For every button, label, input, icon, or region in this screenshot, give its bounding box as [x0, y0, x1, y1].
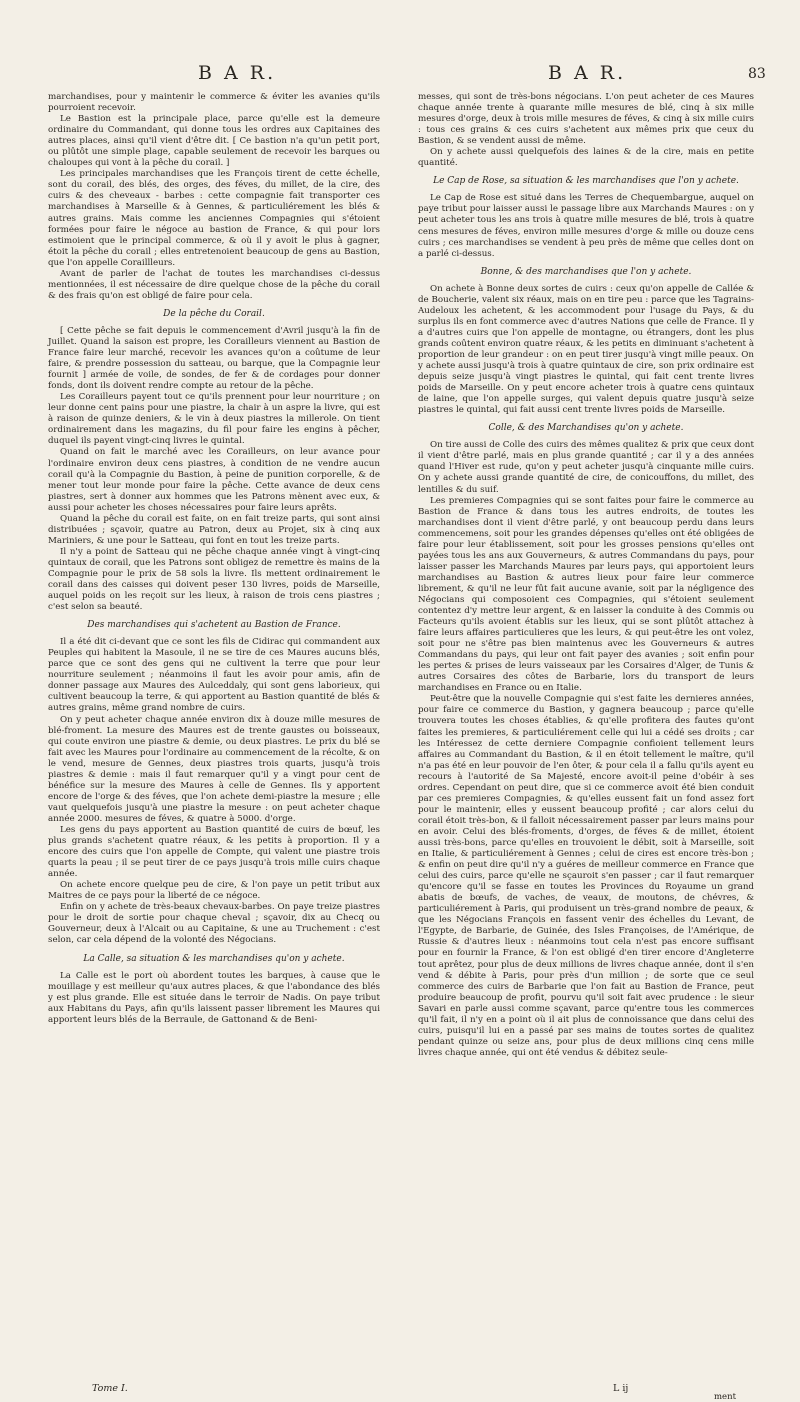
volume-label: Tome I.	[92, 1383, 128, 1394]
signature-mark: L ij	[613, 1383, 629, 1394]
paragraph: Quand la pêche du corail est faite, on en fait treize parts, qui sont ainsi distribuées ; sçavoir, quatre au Patron, deux au Projet, six à cinq aux Mariniers, & une pour le Satteau, qui font en tout les treize parts.	[48, 513, 380, 546]
section-heading: La Calle, sa situation & les marchandises qu'on y achete.	[83, 953, 345, 964]
paragraph: Peut-être que la nouvelle Compagnie qui s'est faite les dernieres années, pour faire ce commerce du Bastion, y gagnera beaucoup ; parce qu'elle trouvera toutes les choses établies, & qu'elle profitera des fautes qu'ont faites les premieres, & particuliérement celle qui lui a cédé ses droits ; car les Intéressez de cette derniere Compagnie confioient tellement leurs affaires au Commandant du Bastion, & il en étoit tellement le maître, qu'il n'a pas été en leur pouvoir de l'en ôter, & pour cela il a fallu qu'ils ayent eu recours à l'autorité de Sa Majesté, encore avoit-il peine d'obéir à ses ordres. Cependant on peut dire, que si ce commerce avoit été bien conduit par ces premieres Compagnies, & qu'elles eussent fait un fond assez fort pour le maintenir, elles y eussent beaucoup profité ; car alors celui du corail étoit très-bon, & il falloit nécessairement passer par leurs mains pour en avoir. Celui des blés-froments, d'orges, de féves & de millet, étoient aussi très-bons, parce qu'elles en trouvoient le débit, soit à Marseille, soit en Italie, & particuliérement à Gennes ; celui de cires est encore très-bon ; & enfin on peut dire qu'il n'y a guéres de meilleur commerce en France que celui des cuirs, parce qu'elle ne sçauroit s'en passer ; car il faut remarquer qu'encore qu'il se fasse en toutes les Provinces du Royaume un grand abatis de bœufs, de vaches, de veaux, de moutons, de chévres, & particuliérement à Paris, qui produisent un très-grand nombre de peaux, & que les Négocians François en fassent venir des échelles du Levant, de l'Egypte, de Barbarie, de Guinée, des Isles Françoises, de l'Amérique, de Russie & d'autres lieux : néanmoins tout cela n'est pas encore suffisant pour en fournir la France, & l'on est obligé d'en tirer encore d'Angleterre tout aprêtez, pour plus de deux millions de livres chaque année, dont il s'en vend & débite à Paris, pour près d'un million ; de sorte que ce seul commerce des cuirs de Barbarie que l'on fait au Bastion de France, peut produire beaucoup de profit, pourvu qu'il soit fait avec prudence : le sieur Savari en parle aussi comme sçavant, parce qu'entre tous les commerces qu'il fait, il n'y en a point où il ait plus de connoissance que dans celui des cuirs, puisqu'il lui en a passé par ses mains de toutes sortes de qualitez pendant quinze ou seize ans, pour plus de deux millions cinq cens mille livres chaque année, qui ont été vendus & débitez seule-	[418, 694, 754, 1058]
section-heading: Colle, & des Marchandises qu'on y achete.	[488, 423, 684, 434]
paragraph: Quand on fait le marché avec les Corailleurs, on leur avance pour l'ordinaire environ deux cens piastres, à condition de ne vendre aucun corail qu'à la Compagnie du Bastion, à peine de punition corporelle, & de mener tout leur monde pour faire la pêche. Cette avance de deux cens piastres, sert à donner aux hommes que les Patrons mènent avec eux, & aussi pour acheter les choses nécessaires pour faire leurs aprêts.	[48, 447, 380, 513]
paragraph: Avant de parler de l'achat de toutes les marchandises ci-dessus mentionnées, il est nécessaire de dire quelque chose de la pêche du corail & des frais qu'on est obligé de faire pour cela.	[48, 268, 380, 301]
left-column	[48, 92, 380, 1026]
paragraph: Les Corailleurs payent tout ce qu'ils prennent pour leur nourriture ; on leur donne cent pains pour une piastre, la chair à un aspre la livre, qui est à raison de quinze deniers, & le vin à deux piastres la millerole. On tient ordinairement dans les magazins, du fil pour faire les engins à pêcher, duquel ils payent vingt-cinq livres le quintal.	[48, 392, 380, 447]
paragraph: Enfin on y achete de très-beaux chevaux-barbes. On paye treize piastres pour le droit de sortie pour chaque cheval ; sçavoir, dix au Checq ou Gouverneur, deux à l'Alcait ou au Capitaine, & une au Truchement : c'est selon, car cela dépend de la volonté des Négocians.	[48, 902, 380, 946]
paragraph: [ Cette pêche se fait depuis le commencement d'Avril jusqu'à la fin de Juillet. Quand la saison est propre, les Corailleurs viennent au Bastion de France faire leur marché, recevoir les avances qu'on a coûtume de leur faire, & prendre possession du satteau, ou barque, que la Compagnie leur fournit ] armée de voile, de sondes, de fer & de cordages pour donner fonds, dont ils doivent rendre compte au retour de la pêche.	[48, 325, 380, 392]
page-number: 83	[748, 66, 766, 82]
paragraph: messes, qui sont de très-bons négocians. L'on peut acheter de ces Maures chaque année trente à quarante mille mesures de blé, cinq à six mille mesures d'orge, deux à trois mille mesures de féves, & cinq à six mille cuirs : tous ces grains & ces cuirs s'achetent aux mêmes prix que ceux du Bastion, & se vendent aussi de même.	[418, 92, 754, 147]
paragraph: Les premieres Compagnies qui se sont faites pour faire le commerce au Bastion de France & dans tous les autres endroits, de toutes les marchandises dont il vient d'être parlé, y ont beaucoup perdu dans leurs commencemens, soit pour les grandes dépenses qu'elles ont été obligées de faire pour leur établissement, soit pour les grosses pensions qu'elles ont payées tous les ans aux Gouverneurs, & autres Commandans du pays, pour laisser passer les Marchands Maures par leurs pays, qui apportoient leurs marchandises au Bastion & autres lieux pour faire leur commerce librement, & qu'il ne leur fût fait aucune avanie, soit par la négligence des Négocians qui composoient ces Compagnies, qui s'étoient seulement contentez d'y mettre leur argent, & en laisser la conduite à des Commis ou Facteurs qu'ils avoient établis sur les lieux, qui se sont plûtôt attachez à faire leurs affaires particulieres que les leurs, & qui peut-être les ont volez, soit pour ne s'être pas bien maintenus avec les Gouverneurs & autres Commandans du pays, qui leur ont fait payer des avanies ; soit enfin pour les pertes & prises de leurs vaisseaux par les Corsaires d'Alger, de Tunis & autres Corsaires des côtes de Barbarie, lors du transport de leurs marchandises en France ou en Italie.	[418, 495, 754, 694]
section-heading: De la pêche du Corail.	[163, 308, 265, 319]
paragraph: On tire aussi de Colle des cuirs des mêmes qualitez & prix que ceux dont il vient d'être parlé, mais en plus grande quantité ; car il y a des années quand l'Hiver est rude, qu'on y peut acheter jusqu'à cinquante mille cuirs. On y achete aussi grande quantité de cire, de conicouffons, du millet, des lentilles & du suif.	[418, 440, 754, 495]
running-head-right: B A R.	[548, 62, 627, 84]
paragraph: Les principales marchandises que les François tirent de cette échelle, sont du corail, des blés, des orges, des féves, du millet, de la cire, des cuirs & des cheveaux - barbes : cette compagnie fait transporter ces marchandises à Marseille & à Gennes, & particuliérement les blés & autres grains. Mais comme les anciennes Compagnies qui s'étoient formées pour faire le négoce au bastion de France, & qui pour lors estimoient que le principal commerce, & où il y avoit le plus à gagner, étoit la pêche du corail ; elles entretenoient beaucoup de gens au Bastion, que l'on appelle Coraillleurs.	[48, 169, 380, 268]
running-head-left: B A R.	[198, 62, 277, 84]
paragraph: Il a été dit ci-devant que ce sont les fils de Cidirac qui commandent aux Peuples qui habitent la Masoule, il ne se tire de ces Maures aucuns blés, parce que ce sont des gens qui ne cultivent la terre que pour leur nourriture seulement ; néanmoins il faut les avoir pour amis, afin de donner passage aux Maures des Aulceddaly, qui sont gens laborieux, qui cultivent beaucoup la terre, & qui apportent au Bastion quantité de blés & autres grains, même grand nombre de cuirs.	[48, 637, 380, 714]
paragraph: Le Cap de Rose est situé dans les Terres de Chequembargue, auquel on paye tribut pour laisser aussi le passage libre aux Marchands Maures : on y peut acheter tous les ans trois à quatre mille mesures de blé, trois à quatre cens mesures de féves, environ mille mesures d'orge & mille ou douze cens cuirs ; ces marchandises se vendent à peu près de même que celles dont on a parlé ci-dessus.	[418, 193, 754, 259]
catchword: ment	[714, 1392, 736, 1402]
paragraph: On y peut acheter chaque année environ dix à douze mille mesures de blé-froment. La mesure des Maures est de trente gaustes ou boisseaux, qui coute environ une piastre & demie, ou deux piastres. Le prix du blé se fait avec les Maures pour l'ordinaire au commencement de la récolte, & on le vend, mesure de Gennes, deux piastres trois quarts, jusqu'à trois piastres & demie : mais il faut remarquer qu'il y a vingt pour cent de bénéfice sur la mesure des Maures à celle de Gennes. Ils y apportent encore de l'orge & des féves, que l'on achete demi-piastre la mesure ; elle vaut quelquefois jusqu'à une piastre la mesure : on peut acheter chaque année 2000. mesures de féves, & quatre à 5000. d'orge.	[48, 714, 380, 824]
paragraph: Il n'y a point de Satteau qui ne pêche chaque année vingt à vingt-cinq quintaux de corail, que les Patrons sont obligez de remettre ès mains de la Compagnie pour le prix de 58 sols la livre. Ils mettent ordinairement le corail dans des caisses qui doivent peser 130 livres, poids de Marseille, auquel poids on les reçoit sur les lieux, à raison de trois cens piastres ; c'est selon sa beauté.	[48, 546, 380, 613]
paragraph: marchandises, pour y maintenir le commerce & éviter les avanies qu'ils pourroient recevoir.	[48, 92, 380, 114]
section-heading: Des marchandises qui s'achetent au Bastion de France.	[87, 620, 341, 631]
section-heading: Bonne, & des marchandises que l'on y achete.	[480, 266, 692, 277]
paragraph: Le Bastion est la principale place, parce qu'elle est la demeure ordinaire du Commandant, qui donne tous les ordres aux Capitaines des autres places, ainsi qu'il vient d'être dit. [ Ce bastion n'a qu'un petit port, ou plûtôt une simple plage, capable seulement de recevoir les barques ou chaloupes qui vont à la pêche du corail. ]	[48, 114, 380, 169]
paragraph: On achete à Bonne deux sortes de cuirs : ceux qu'on appelle de Callée & de Boucherie, valent six réaux, mais on en tire peu : parce que les Tagrains-Audeloux les achetent, & les accommodent pour l'usage du Pays, & du surplus ils en font commerce avec d'autres Nations que celle de France. Il y a d'autres cuirs que l'on appelle de montagne, ou étrangers, dont les plus grands coûtent environ quatre réaux, & les petits en diminuant s'achetent à proportion de leur grandeur : on en peut tirer jusqu'à vingt mille peaux. On y achete aussi jusqu'à trois à quatre quintaux de cire, son prix ordinaire est depuis seize jusqu'à vingt piastres le quintal, qui fait cent trente livres poids de Marseille. On y peut encore acheter trois à quatre cens quintaux de laine, que l'on appelle surges, qui valent depuis quatre jusqu'à seize piastres le quintal, qui fait aussi cent trente livres poids de Marseille.	[418, 283, 754, 416]
section-heading: Le Cap de Rose, sa situation & les marchandises que l'on y achete.	[433, 176, 739, 187]
paragraph: On y achete aussi quelquefois des laines & de la cire, mais en petite quantité.	[418, 147, 754, 169]
paragraph: On achete encore quelque peu de cire, & l'on paye un petit tribut aux Maitres de ce pays pour la liberté de ce négoce.	[48, 880, 380, 902]
paragraph: La Calle est le port où abordent toutes les barques, à cause que le mouillage y est meilleur qu'aux autres places, & que l'abondance des blés y est plus grande. Elle est située dans le terroir de Nadis. On paye tribut aux Habitans du Pays, afin qu'ils laissent passer librement les Maures qui apportent leurs blés de la Berraule, de Gattonand & de Beni-	[48, 970, 380, 1025]
right-column	[418, 92, 754, 1059]
paragraph: Les gens du pays apportent au Bastion quantité de cuirs de bœuf, les plus grands s'achetent quatre réaux, & les petits à proportion. Il y a encore des cuirs que l'on appelle de Compte, qui valent une piastre trois quarts la peau ; il se peut tirer de ce pays jusqu'à trois mille cuirs chaque année.	[48, 825, 380, 880]
